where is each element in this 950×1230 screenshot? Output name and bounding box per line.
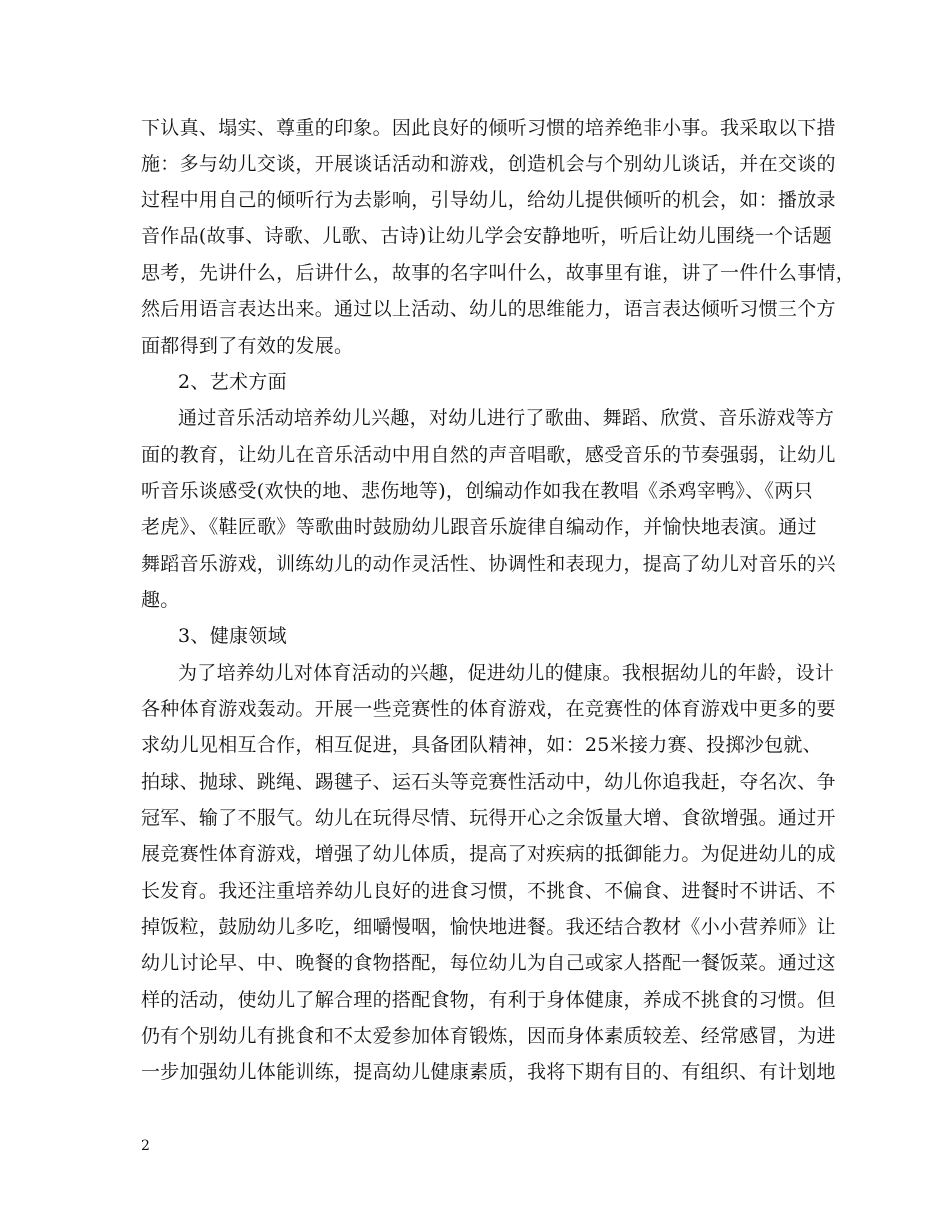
text-line: 施：多与幼儿交谈，开展谈话活动和游戏，创造机会与个别幼儿谈话，并在交谈的	[141, 153, 836, 175]
text-line: 掉饭粒，鼓励幼儿多吃，细嚼慢咽，愉快地进餐。我还结合教材《小小营养师》让	[141, 916, 836, 938]
text-line: 然后用语言表达出来。通过以上活动、幼儿的思维能力，语言表达倾听习惯三个方	[141, 298, 836, 320]
text-line: 为了培养幼儿对体育活动的兴趣，促进幼儿的健康。我根据幼儿的年龄，设计	[178, 662, 835, 684]
text-line: 舞蹈音乐游戏，训练幼儿的动作灵活性、协调性和表现力，提高了幼儿对音乐的兴	[141, 553, 836, 575]
text-line: 求幼儿见相互合作，相互促进，具备团队精神，如：25米接力赛、投掷沙包就、	[141, 734, 822, 756]
text-line: 音作品(故事、诗歌、儿歌、古诗)让幼儿学会安静地听，听后让幼儿围绕一个话题	[141, 225, 832, 247]
text-line: 冠军、输了不服气。幼儿在玩得尽情、玩得开心之余饭量大增、食欲增强。通过开	[141, 807, 836, 829]
text-line: 面的教育，让幼儿在音乐活动中用自然的声音唱歌，感受音乐的节奏强弱，让幼儿	[141, 444, 836, 466]
text-line: 样的活动，使幼儿了解合理的搭配食物，有利于身体健康，养成不挑食的习惯。但	[141, 989, 836, 1011]
text-line: 各种体育游戏轰动。开展一些竞赛性的体育游戏，在竞赛性的体育游戏中更多的要	[141, 698, 836, 720]
text-line: 拍球、抛球、跳绳、踢毽子、运石头等竞赛性活动中，幼儿你追我赶，夺名次、争	[141, 771, 836, 793]
section-heading-arts: 2、艺术方面	[178, 371, 287, 393]
text-line: 趣。	[141, 589, 180, 611]
text-line: 过程中用自己的倾听行为去影响，引导幼儿，给幼儿提供倾听的机会，如：播放录	[141, 189, 836, 211]
text-line: 思考，先讲什么，后讲什么，故事的名字叫什么，故事里有谁，讲了一件什么事情，	[141, 262, 856, 284]
text-line: 通过音乐活动培养幼儿兴趣，对幼儿进行了歌曲、舞蹈、欣赏、音乐游戏等方	[178, 407, 835, 429]
text-line: 长发育。我还注重培养幼儿良好的进食习惯，不挑食、不偏食、进餐时不讲话、不	[141, 880, 836, 902]
text-line: 听音乐谈感受(欢快的地、悲伤地等)，创编动作如我在教唱《杀鸡宰鸭》、《两只	[141, 480, 813, 502]
page-number: 2	[141, 1138, 150, 1154]
text-line: 下认真、塌实、尊重的印象。因此良好的倾听习惯的培养绝非小事。我采取以下措	[141, 117, 836, 139]
text-line: 展竞赛性体育游戏，增强了幼儿体质，提高了对疾病的抵御能力。为促进幼儿的成	[141, 843, 836, 865]
text-line: 面都得到了有效的发展。	[141, 335, 354, 357]
text-line: 老虎》、《鞋匠歌》等歌曲时鼓励幼儿跟音乐旋律自编动作，并愉快地表演。通过	[141, 516, 817, 538]
text-line: 仍有个别幼儿有挑食和不太爱参加体育锻炼，因而身体素质较差、经常感冒，为进	[141, 1025, 836, 1047]
section-heading-health: 3、健康领域	[178, 625, 287, 647]
text-line: 幼儿讨论早、中、晚餐的食物搭配，每位幼儿为自己或家人搭配一餐饭菜。通过这	[141, 952, 836, 974]
text-line: 一步加强幼儿体能训练，提高幼儿健康素质，我将下期有目的、有组织、有计划地	[141, 1061, 836, 1083]
